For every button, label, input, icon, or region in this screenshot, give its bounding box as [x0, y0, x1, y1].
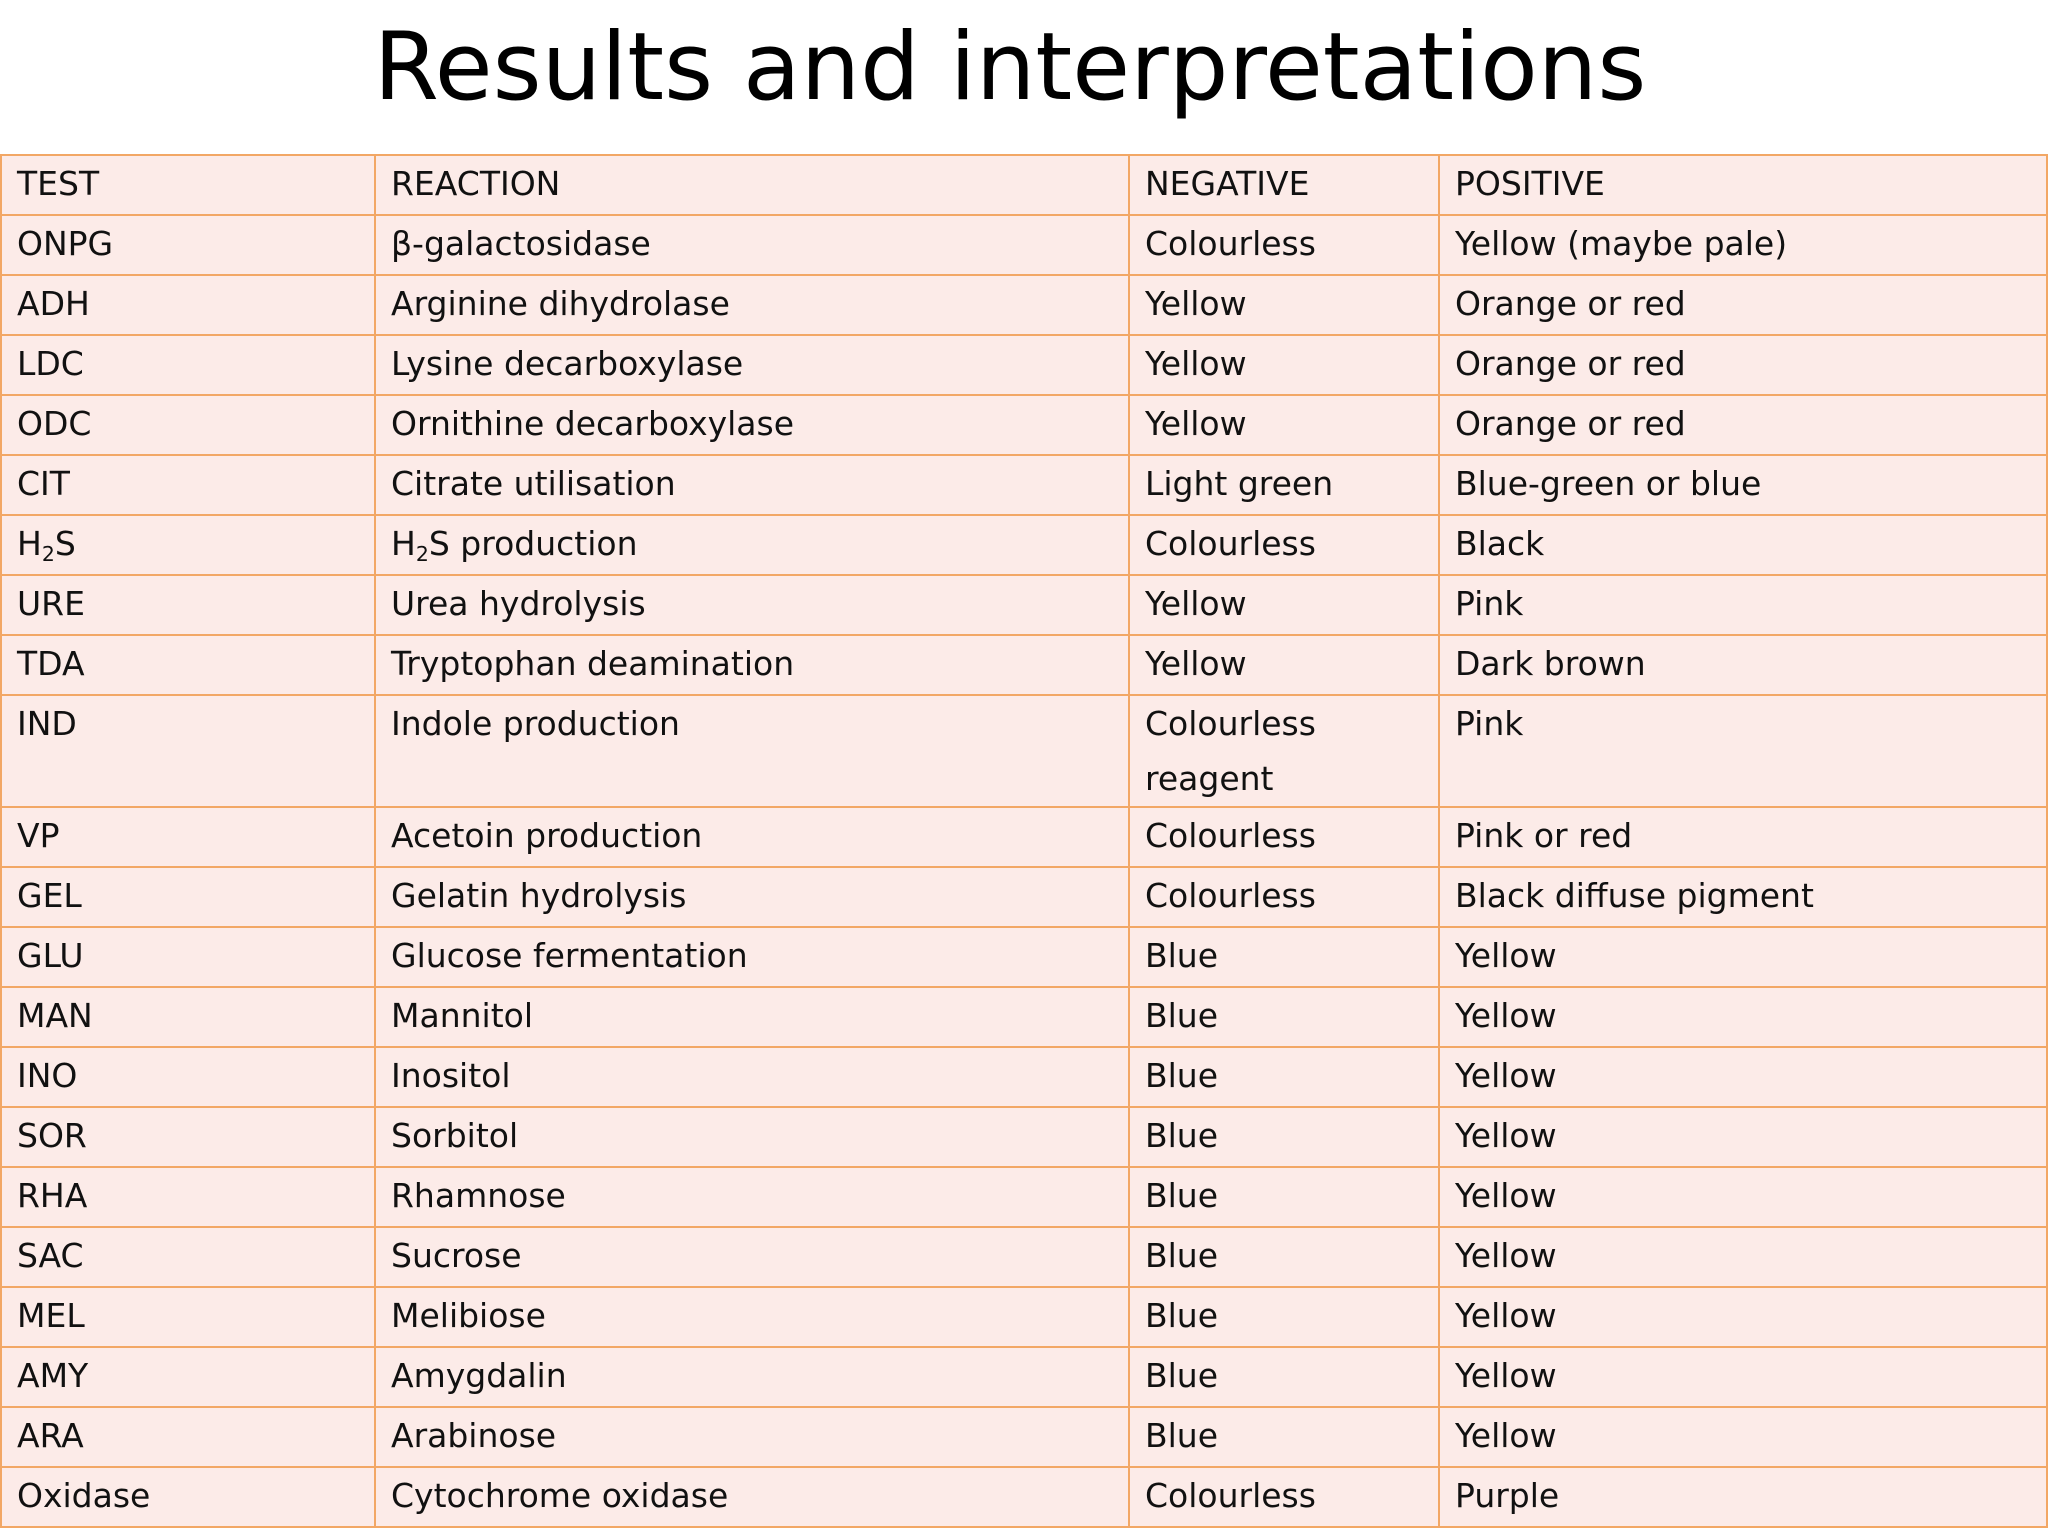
- table-row: [1, 927, 2047, 987]
- negative-cell: Yellow: [1129, 395, 1439, 455]
- reaction-cell: Citrate utilisation: [375, 455, 1129, 515]
- table-row: [1, 867, 2047, 927]
- negative-cell: Blue: [1129, 1167, 1439, 1227]
- negative-cell: Blue: [1129, 927, 1439, 987]
- test-cell: CIT: [1, 455, 375, 515]
- positive-cell: Yellow: [1439, 987, 2047, 1047]
- positive-cell: Yellow (maybe pale): [1439, 215, 2047, 275]
- table-row: [1, 635, 2047, 695]
- positive-cell: Black diffuse pigment: [1439, 867, 2047, 927]
- positive-cell: Orange or red: [1439, 335, 2047, 395]
- positive-cell: Yellow: [1439, 1407, 2047, 1467]
- positive-cell: Purple: [1439, 1467, 2047, 1527]
- header-negative: NEGATIVE: [1129, 155, 1439, 215]
- test-cell: IND: [1, 695, 375, 807]
- test-cell: ONPG: [1, 215, 375, 275]
- negative-cell: Colourless: [1129, 867, 1439, 927]
- positive-cell: Yellow: [1439, 1227, 2047, 1287]
- negative-cell: Blue: [1129, 1407, 1439, 1467]
- negative-cell: Yellow: [1129, 275, 1439, 335]
- positive-cell: Yellow: [1439, 927, 2047, 987]
- negative-cell: Yellow: [1129, 575, 1439, 635]
- header-reaction: REACTION: [375, 155, 1129, 215]
- test-cell: [1, 515, 375, 575]
- slide-title: Results and interpretations: [373, 13, 1647, 122]
- negative-cell: Yellow: [1129, 335, 1439, 395]
- test-cell-formula-s: S: [54, 524, 76, 563]
- table-row: [1, 275, 2047, 335]
- negative-cell: Colourless: [1129, 1467, 1439, 1527]
- positive-cell: Yellow: [1439, 1047, 2047, 1107]
- reaction-cell: Urea hydrolysis: [375, 575, 1129, 635]
- table-row: [1, 1287, 2047, 1347]
- positive-cell: Dark brown: [1439, 635, 2047, 695]
- reaction-cell: Inositol: [375, 1047, 1129, 1107]
- reaction-cell: Sucrose: [375, 1227, 1129, 1287]
- positive-cell: Black: [1439, 515, 2047, 575]
- table-row: [1, 575, 2047, 635]
- test-cell: GLU: [1, 927, 375, 987]
- test-cell: SOR: [1, 1107, 375, 1167]
- test-cell-formula-subscript: 2: [41, 542, 55, 567]
- negative-cell: Blue: [1129, 1107, 1439, 1167]
- reaction-cell-formula-rest: S production: [428, 524, 638, 563]
- negative-cell: Blue: [1129, 1347, 1439, 1407]
- table-row: [1, 1107, 2047, 1167]
- negative-cell: Colourless: [1129, 215, 1439, 275]
- negative-cell: Blue: [1129, 987, 1439, 1047]
- reaction-cell: Sorbitol: [375, 1107, 1129, 1167]
- positive-cell: Yellow: [1439, 1347, 2047, 1407]
- test-cell: MAN: [1, 987, 375, 1047]
- table-row: [1, 695, 2047, 807]
- test-cell: AMY: [1, 1347, 375, 1407]
- table-row: [1, 807, 2047, 867]
- reaction-cell: Rhamnose: [375, 1167, 1129, 1227]
- reaction-cell: Ornithine decarboxylase: [375, 395, 1129, 455]
- reaction-cell: Tryptophan deamination: [375, 635, 1129, 695]
- positive-cell: Orange or red: [1439, 275, 2047, 335]
- header-positive: POSITIVE: [1439, 155, 2047, 215]
- reaction-cell: Cytochrome oxidase: [375, 1467, 1129, 1527]
- positive-cell: Orange or red: [1439, 395, 2047, 455]
- positive-cell: Blue-green or blue: [1439, 455, 2047, 515]
- test-cell: ADH: [1, 275, 375, 335]
- test-cell: MEL: [1, 1287, 375, 1347]
- reaction-cell: Indole production: [375, 695, 1129, 807]
- positive-cell: Yellow: [1439, 1167, 2047, 1227]
- test-cell-formula-h: H: [17, 524, 42, 563]
- reaction-cell: Melibiose: [375, 1287, 1129, 1347]
- reaction-cell-formula-subscript: 2: [415, 542, 429, 567]
- negative-cell: Blue: [1129, 1287, 1439, 1347]
- table-row: [1, 515, 2047, 575]
- negative-cell: Blue: [1129, 1047, 1439, 1107]
- negative-cell: Blue: [1129, 1227, 1439, 1287]
- reaction-cell: β-galactosidase: [375, 215, 1129, 275]
- reaction-cell: Arginine dihydrolase: [375, 275, 1129, 335]
- negative-cell: Yellow: [1129, 635, 1439, 695]
- test-cell: Oxidase: [1, 1467, 375, 1527]
- table-header-row: [1, 155, 2047, 215]
- positive-cell: Pink or red: [1439, 807, 2047, 867]
- positive-cell: Yellow: [1439, 1287, 2047, 1347]
- header-test: TEST: [1, 155, 375, 215]
- results-table: [0, 154, 2048, 1528]
- positive-cell: Pink: [1439, 575, 2047, 635]
- test-cell: SAC: [1, 1227, 375, 1287]
- test-cell: TDA: [1, 635, 375, 695]
- positive-cell: Pink: [1439, 695, 2047, 807]
- reaction-cell: [375, 515, 1129, 575]
- table-row: [1, 1227, 2047, 1287]
- negative-cell: Colourless reagent: [1129, 695, 1439, 807]
- table-row: [1, 1167, 2047, 1227]
- test-cell: LDC: [1, 335, 375, 395]
- table-row: [1, 335, 2047, 395]
- table-row: [1, 1347, 2047, 1407]
- table-row: [1, 215, 2047, 275]
- negative-cell: Light green: [1129, 455, 1439, 515]
- test-cell: ARA: [1, 1407, 375, 1467]
- positive-cell: Yellow: [1439, 1107, 2047, 1167]
- reaction-cell: Arabinose: [375, 1407, 1129, 1467]
- reaction-cell: Amygdalin: [375, 1347, 1129, 1407]
- reaction-cell: Acetoin production: [375, 807, 1129, 867]
- test-cell: VP: [1, 807, 375, 867]
- negative-cell: Colourless: [1129, 807, 1439, 867]
- reaction-cell: Lysine decarboxylase: [375, 335, 1129, 395]
- reaction-cell-formula-h: H: [391, 524, 416, 563]
- reaction-cell: Mannitol: [375, 987, 1129, 1047]
- table-row: [1, 395, 2047, 455]
- table-row: [1, 455, 2047, 515]
- reaction-cell: Gelatin hydrolysis: [375, 867, 1129, 927]
- reaction-cell: Glucose fermentation: [375, 927, 1129, 987]
- test-cell: URE: [1, 575, 375, 635]
- test-cell: ODC: [1, 395, 375, 455]
- table-row: [1, 987, 2047, 1047]
- table-row: [1, 1407, 2047, 1467]
- negative-cell: Colourless: [1129, 515, 1439, 575]
- table-row: [1, 1047, 2047, 1107]
- test-cell: RHA: [1, 1167, 375, 1227]
- table-row: [1, 1467, 2047, 1527]
- test-cell: INO: [1, 1047, 375, 1107]
- test-cell: GEL: [1, 867, 375, 927]
